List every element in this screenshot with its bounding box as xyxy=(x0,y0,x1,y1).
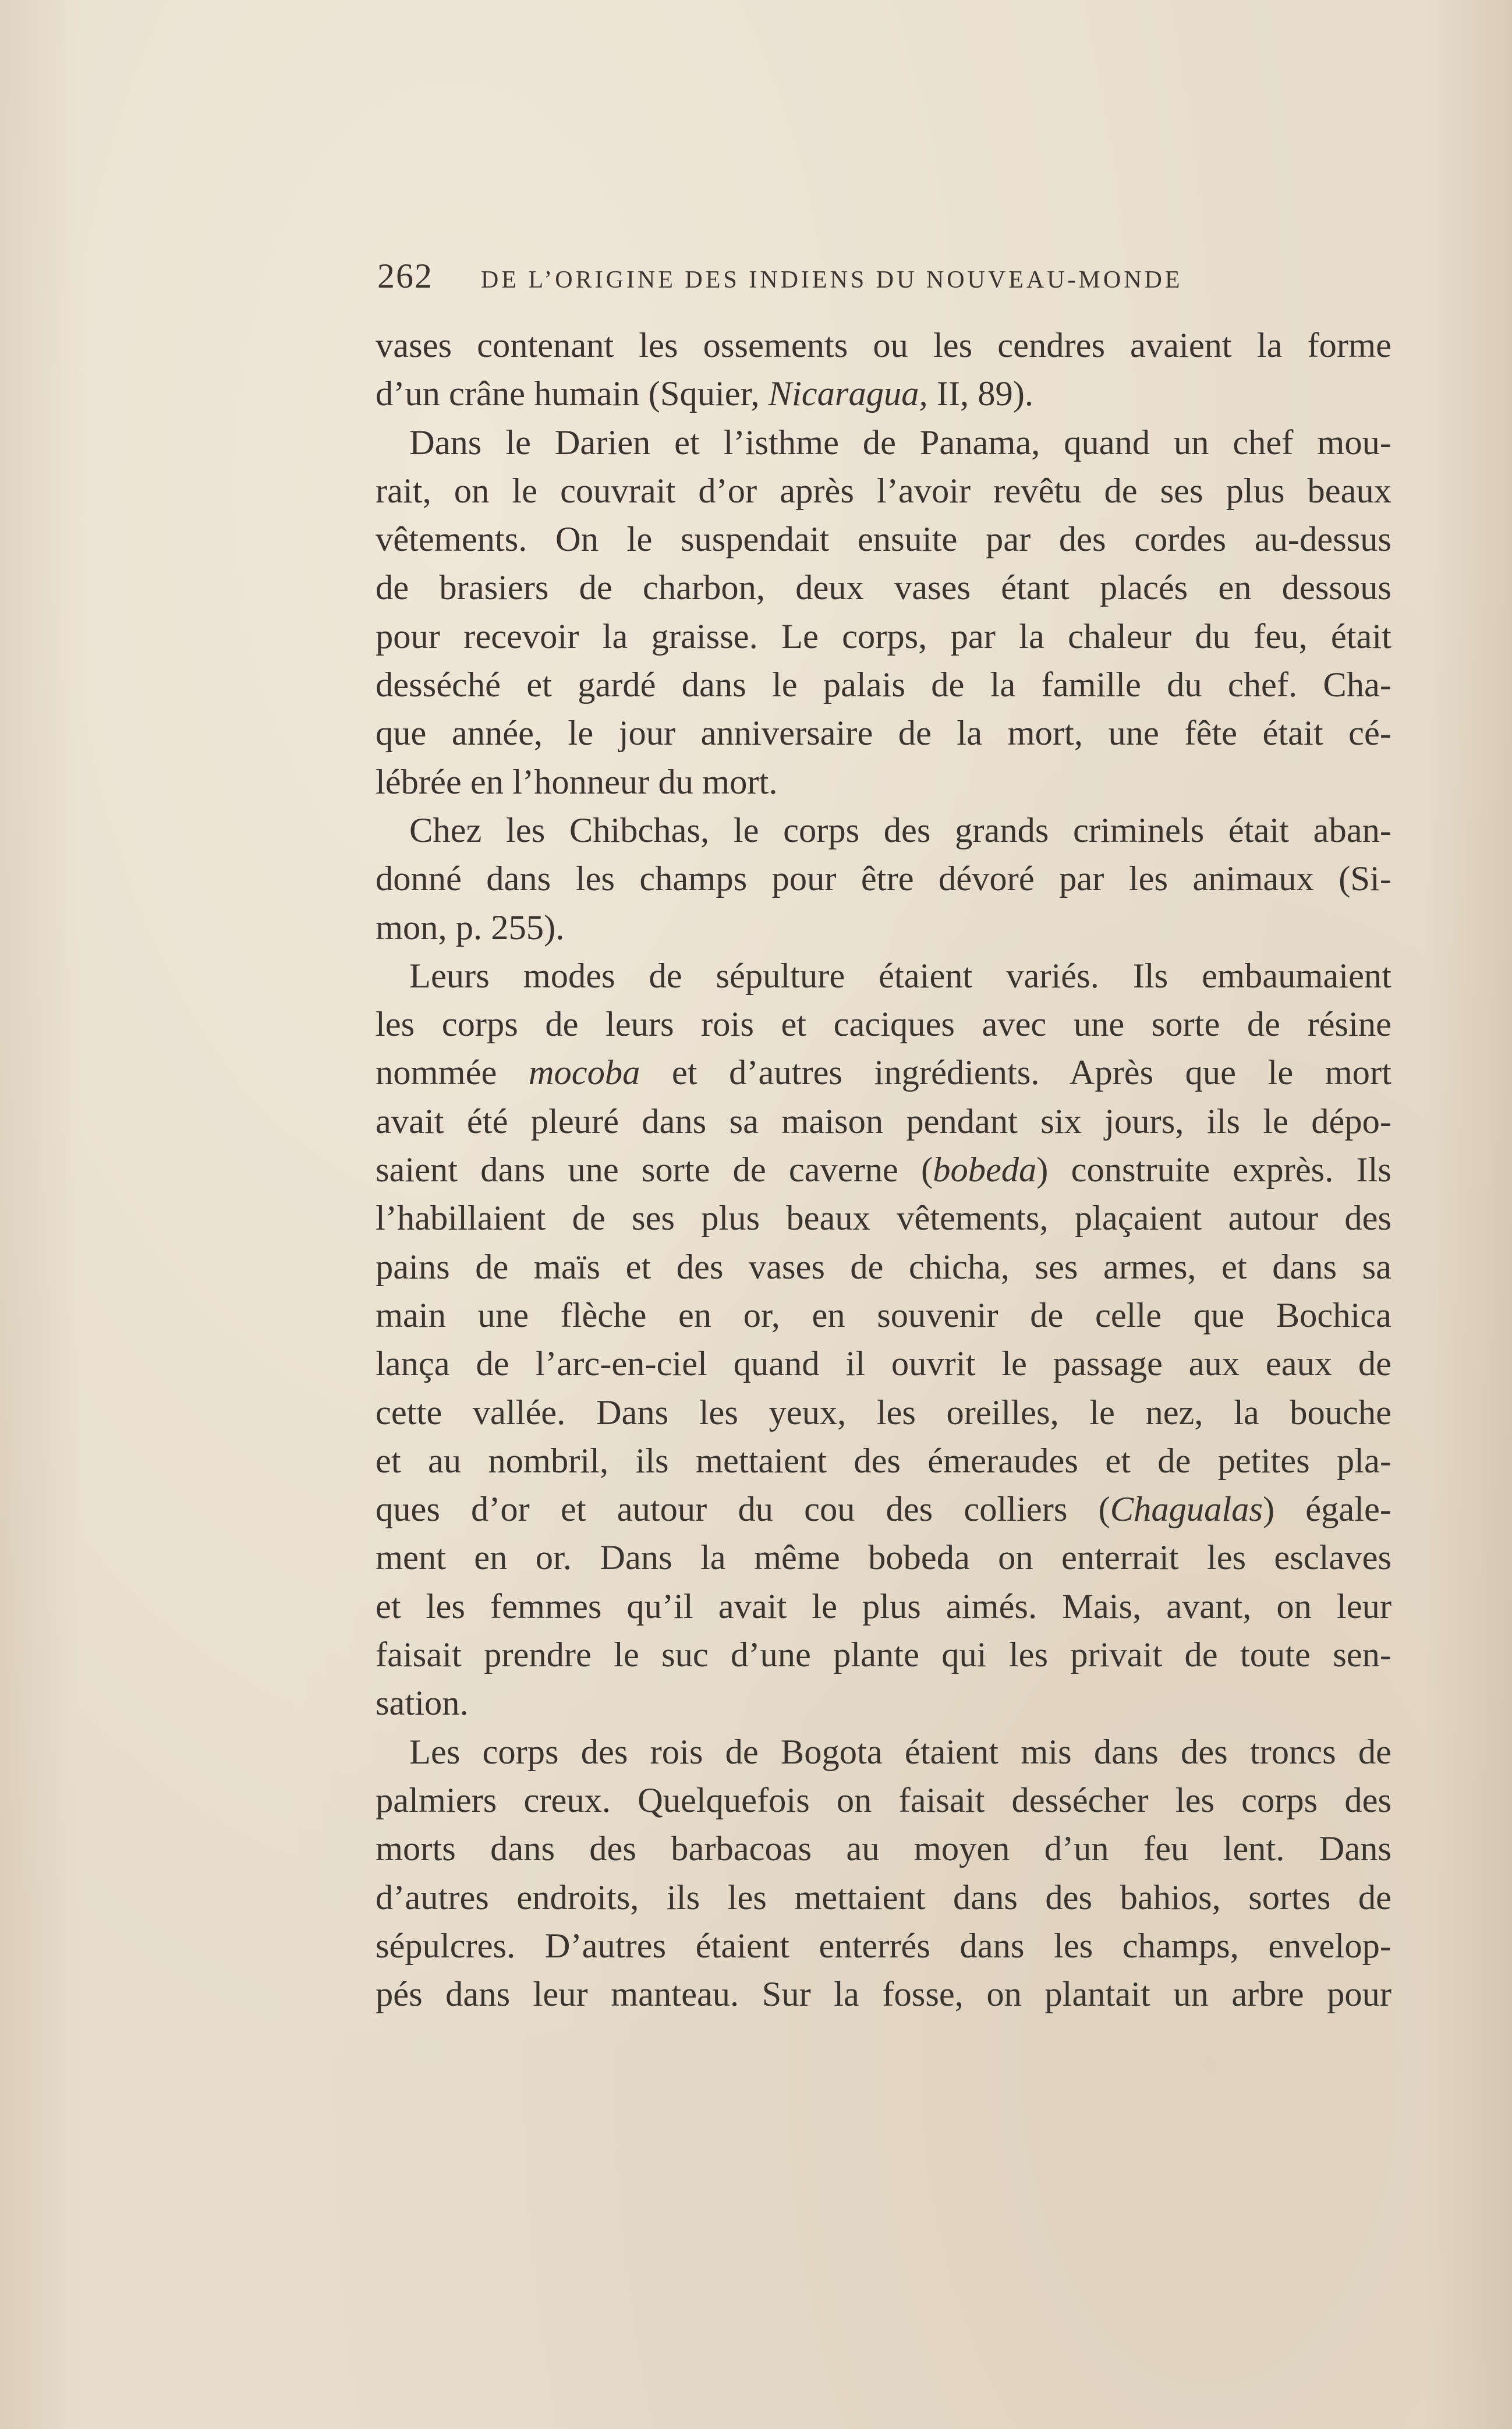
text-line: faisait prendre le suc d’une plante qui les privait de toute sen- xyxy=(376,1635,1391,1675)
text-segment: d’un crâne humain (Squier, xyxy=(376,374,769,414)
text-line: l’habillaient de ses plus beaux vêtements, plaçaient autour des xyxy=(376,1199,1391,1238)
text-line: Leurs modes de sépulture étaient variés. Ils embaumaient xyxy=(409,956,1391,996)
text-line xyxy=(376,1485,1391,1534)
text-line: cette vallée. Dans les yeux, les oreilles, le nez, la bouche xyxy=(376,1393,1391,1432)
text-line xyxy=(376,1049,1391,1097)
text-line: ment en or. Dans la même bobeda on enterrait les esclaves xyxy=(376,1538,1391,1578)
running-head-title: DE L’ORIGINE DES INDIENS DU NOUVEAU-MONDE xyxy=(481,267,1183,293)
text-line: d’autres endroits, ils les mettaient dans des bahios, sortes de xyxy=(376,1878,1391,1917)
text-segment: saient dans une sorte de caverne ( xyxy=(376,1150,933,1190)
italic-term: Chagualas xyxy=(1110,1490,1263,1529)
text-line: pés dans leur manteau. Sur la fosse, on plantait un arbre pour xyxy=(376,1975,1391,2014)
text-line: Les corps des rois de Bogota étaient mis dans des troncs de xyxy=(409,1732,1391,1772)
text-line: pour recevoir la graisse. Le corps, par la chaleur du feu, était xyxy=(376,617,1391,656)
italic-term: bobeda xyxy=(933,1150,1037,1190)
text-segment: nommée xyxy=(376,1053,529,1093)
text-line: vases contenant les ossements ou les cendres avaient la forme xyxy=(376,326,1391,365)
text-line: sépulcres. D’autres étaient enterrés dans les champs, envelop- xyxy=(376,1926,1391,1966)
text-line: de brasiers de charbon, deux vases étant placés en dessous xyxy=(376,568,1391,608)
text-line: mon, p. 255). xyxy=(376,908,565,947)
text-line xyxy=(376,1146,1391,1194)
text-line: et les femmes qu’il avait le plus aimés. Mais, avant, on leur xyxy=(376,1587,1391,1626)
text-line: morts dans des barbacoas au moyen d’un feu lent. Dans xyxy=(376,1829,1391,1869)
text-line: lébrée en l’honneur du mort. xyxy=(376,762,778,802)
text-line: desséché et gardé dans le palais de la famille du chef. Cha- xyxy=(376,665,1391,705)
text-line xyxy=(376,370,1391,418)
running-head xyxy=(377,256,1390,303)
text-line: que année, le jour anniversaire de la mort, une fête était cé- xyxy=(376,714,1391,753)
text-line: et au nombril, ils mettaient des émeraudes et de petites pla- xyxy=(376,1441,1391,1481)
text-segment: II, 89). xyxy=(927,374,1034,414)
italic-term: Nicaragua, xyxy=(768,374,928,414)
text-line: pains de maïs et des vases de chicha, ses armes, et dans sa xyxy=(376,1247,1391,1287)
text-segment: et d’autres ingrédients. Après que le mort xyxy=(640,1053,1391,1093)
text-line: les corps de leurs rois et caciques avec une sorte de résine xyxy=(376,1005,1391,1044)
text-line: Dans le Darien et l’isthme de Panama, quand un chef mou- xyxy=(409,423,1391,462)
text-line: main une flèche en or, en souvenir de celle que Bochica xyxy=(376,1295,1391,1335)
text-segment: ques d’or et autour du cou des colliers ( xyxy=(376,1490,1110,1529)
text-segment: ) construite exprès. Ils xyxy=(1036,1150,1391,1190)
text-line: Chez les Chibchas, le corps des grands criminels était aban- xyxy=(409,810,1391,850)
italic-term: mocoba xyxy=(528,1053,640,1093)
text-line: lança de l’arc-en-ciel quand il ouvrit le passage aux eaux de xyxy=(376,1344,1391,1384)
text-line: palmiers creux. Quelquefois on faisait dessécher les corps des xyxy=(376,1780,1391,1820)
text-line: avait été pleuré dans sa maison pendant six jours, ils le dépo- xyxy=(376,1102,1391,1141)
text-segment: ) égale- xyxy=(1262,1490,1391,1529)
text-line: sation. xyxy=(376,1684,469,1723)
text-line: vêtements. On le suspendait ensuite par des cordes au-dessus xyxy=(376,520,1391,560)
body-text xyxy=(376,321,1391,2019)
text-line: rait, on le couvrait d’or après l’avoir revêtu de ses plus beaux xyxy=(376,471,1391,511)
text-line: donné dans les champs pour être dévoré par les animaux (Si- xyxy=(376,859,1391,899)
page-number: 262 xyxy=(377,257,433,295)
